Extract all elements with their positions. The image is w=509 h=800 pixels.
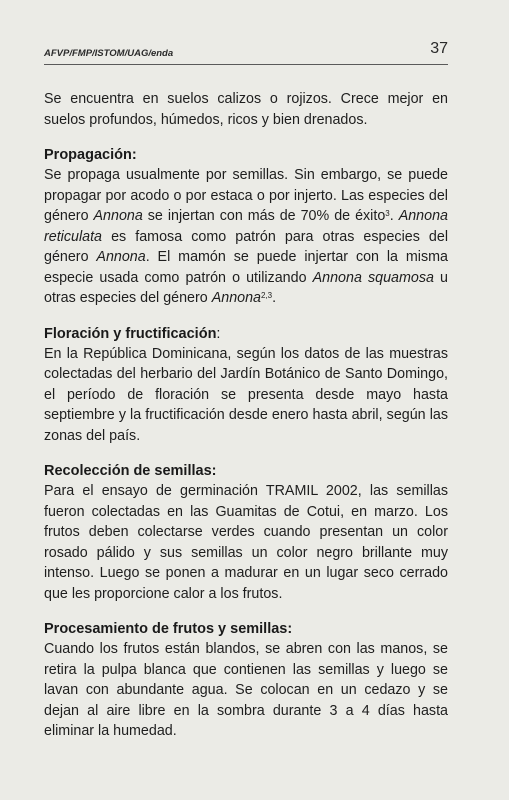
section-heading-propagacion: Propagación: xyxy=(44,147,137,163)
page-body xyxy=(44,89,448,742)
section-propagacion xyxy=(44,145,448,309)
header-rule xyxy=(44,64,448,65)
paragraph-recoleccion: Para el ensayo de germinación TRAMIL 2002, las semillas fueron colectadas en las Guamitas de Cotui, en marzo. Los frutos deben colectarse verdes cuando presentan un color rosado pálido y sus semillas un color negro brillante muy intenso. Luego se ponen a madurar en un lugar seco cerrado que les proporcione calor a los frutos. xyxy=(44,483,448,602)
paragraph-propagacion: Se propaga usualmente por semillas. Sin embargo, se puede propagar por acodo o por estaca o por injerto. Las especies del género Annona se injertan con más de 70% de éxito$^3$. Annona reticulata es famosa como patrón para otras especies del género Annona. El mamón se puede injertar con la misma especie usada como patrón o utilizando Annona squamosa u otras especies del género Annona$^{2,3}$. xyxy=(44,167,448,306)
section-procesamiento xyxy=(44,619,448,742)
footnote-ref: 2,3 xyxy=(261,291,273,300)
footnote-ref: 3 xyxy=(385,209,390,218)
section-heading-procesamiento: Procesamiento de frutos y semillas: xyxy=(44,621,293,637)
section-heading-recoleccion: Recolección de semillas: xyxy=(44,463,217,479)
header-code: AFVP/FMP/ISTOM/UAG/enda xyxy=(44,48,174,59)
running-header xyxy=(44,40,448,64)
section-recoleccion xyxy=(44,461,448,604)
section-floracion xyxy=(44,324,448,447)
page-number: 37 xyxy=(430,40,448,57)
intro-paragraph: Se encuentra en suelos calizos o rojizos. Crece mejor en suelos profundos, húmedos, ricos y bien drenados. xyxy=(44,91,448,128)
section-heading-floracion: Floración y fructificación: xyxy=(44,325,221,342)
paragraph-procesamiento: Cuando los frutos están blandos, se abren con las manos, se retira la pulpa blanca que contienen las semillas y luego se lavan con abundante agua. Se colocan en un cedazo y se dejan al aire libre en la sombra durante 3 a 4 días hasta eliminar la humedad. xyxy=(44,641,448,739)
paragraph-floracion: En la República Dominicana, según los datos de las muestras colectadas del herbario del Jardín Botánico de Santo Domingo, el período de floración se presenta desde mayo hasta septiembre y la fructificación desde enero hasta abril, según las zonas del país. xyxy=(44,345,448,444)
